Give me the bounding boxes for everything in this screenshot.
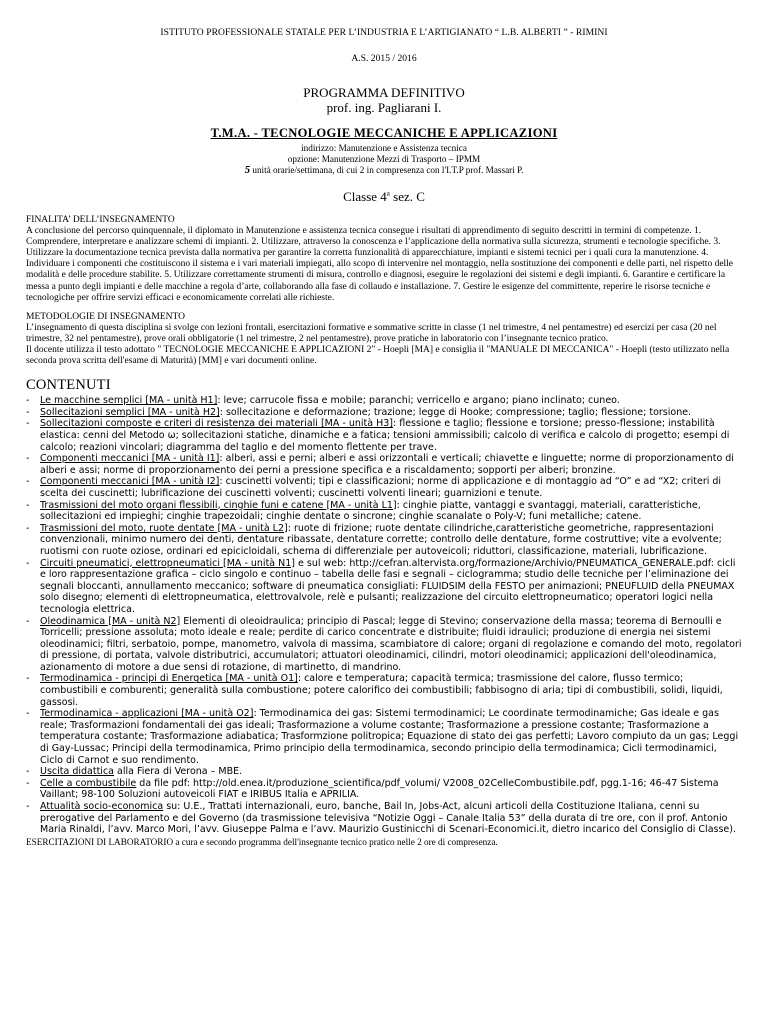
item-heading: Trasmissioni del moto, ruote dentate [MA - unità L2]	[40, 522, 288, 534]
item-heading: Componenti meccanici [MA - unità I1]	[40, 453, 220, 465]
subject-title: T.M.A. - TECNOLOGIE MECCANICHE E APPLICAZIONI	[210, 126, 558, 140]
bullet-dash: -	[26, 418, 30, 430]
item-heading: Le macchine semplici [MA - unità H1]	[40, 395, 218, 407]
list-item	[26, 523, 742, 558]
institute-header: ISTITUTO PROFESSIONALE STATALE PER L’INDUSTRIA E L’ARTIGIANATO “ L.B. ALBERTI ” - RIMINI	[160, 27, 608, 38]
item-text: alla Fiera di Verona – MBE.	[114, 766, 243, 778]
address-line: indirizzo: Manutenzione e Assistenza tecnica	[301, 143, 467, 153]
hours-line	[26, 165, 742, 176]
metodologie-title: METODOLOGIE DI INSEGNAMENTO	[26, 311, 186, 322]
item-text: su: U.E., Trattati internazionali, euro, banche, Bail In, Jobs-Act, alcuni articoli della Costituzione Italiana, cenni su prerogative del Parlamento e del Governo (da trasmissione televisiva “Notizie Oggi – Canale Italia 53” della durata di tre ore, con il prof. Antonio Maria Rinaldi, l’avv. Marco Mori, l’avv. Giuseppe Palma e l’avv. Maurizio Gustinicchi di Scenari-Economici.it, dietro incarico del Consiglio di Classe).	[40, 801, 736, 836]
school-year: A.S. 2015 / 2016	[351, 53, 417, 64]
list-item	[26, 500, 742, 523]
item-text: Elementi di oleoidraulica; principio di Pascal; legge di Stevino; conservazione della massa; teorema di Bernoulli e Torricelli; pressione assoluta; moto ideale e reale; perdite di carico concentrate e distribuite; fluidi idraulici; produzione di energia nei sistemi oleodinamici; filtri, serbatoio, pompe, manometro, valvola di massima, scambiatore di calore; organi di regolazione e comando del moto, regolatori di pressione, di portata, valvole distributrici, accumulatori; attuatori oleodinamici, cilindri, motori oleodinamici; applicazioni dell'oleodinamica, azionamento di motore a due sensi di rotazione, di martinetto, di mandrino.	[40, 615, 742, 673]
item-heading: Circuiti pneumatici, elettropneumatici [MA - unità N1]	[40, 557, 295, 569]
list-item	[26, 395, 742, 407]
bullet-dash: -	[26, 673, 30, 685]
item-text: : alberi, assi e perni; alberi e assi orizzontali e verticali; chiavette e linguette; norme di proporzionamento di alberi e assi; norme di proporzionamento dei perni a pressione specifica e a riscaldamento; sopporti per alberi; bronzine.	[40, 453, 734, 476]
class-prefix: Classe 4	[343, 189, 387, 204]
bullet-dash: -	[26, 615, 30, 627]
contenuti-title: CONTENUTI	[26, 377, 111, 394]
class-label	[26, 189, 742, 205]
list-item	[26, 418, 742, 453]
item-text: : Termodinamica dei gas: Sistemi termodinamici; Le coordinate termodinamiche; Gas ideale e gas reale; Trasformazioni fondamentali dei gas ideali; Trasformazione a volume costante; Trasformazione a pressione costante; Trasformazione a temperatura costante; Trasformazione adiabatica; Trasformzione politropica; Equazione di stato dei gas perfetti; Lavoro compiuto da un gas; Leggi di Gay-Lussac; Principi della termodinamica, Primo principio della termodinamica, secondo principio della termodinamica; Cicli termodinamici, Ciclo di Carnot e suo rendimento.	[40, 708, 739, 766]
finalita-section	[26, 215, 742, 304]
metodologie-text-1: L’insegnamento di questa disciplina si svolge con lezioni frontali, esercitazioni formative e sommative scritte in classe (1 nel trimestre, 4 nel pentamestre) ed esercizi per casa (20 nel trimestre, 32 nel pentamestre), prove orali obbligatorie (1 nel trimestre, 2 nel pentamestre), prove pratiche in laboratorio con l’insegnante tecnico pratico.	[26, 322, 717, 344]
item-heading: Oleodinamica [MA - unità N2]	[40, 615, 181, 627]
item-heading: Uscita didattica	[40, 766, 114, 778]
item-heading: Sollecitazioni composte e criteri di resistenza dei materiali [MA - unità H3]	[40, 418, 393, 430]
subject-details	[26, 143, 742, 176]
program-label: PROGRAMMA DEFINITIVO	[303, 85, 465, 100]
metodologie-section	[26, 312, 742, 367]
list-item	[26, 407, 742, 419]
bullet-dash: -	[26, 522, 30, 534]
finalita-title: FINALITA’ DELL’INSEGNAMENTO	[26, 215, 175, 225]
bullet-dash: -	[26, 406, 30, 418]
item-heading: Componenti meccanici [MA - unità I2]	[40, 476, 220, 488]
metodologie-text-2: Il docente utilizza il testo adottato " TECNOLOGIE MECCANICHE E APPLICAZIONI 2" - Hoepli [MA] e consiglia il "MANUALE DI MECCANICA" - Hoepli (testo utilizzato nella seconda prova scritta dell'esame di Maturità) [MM] e vari documenti online.	[26, 345, 730, 367]
item-text: da file pdf: http://old.enea.it/produzione_scientifica/pdf_volumi/ V2008_02CelleCombustibile.pdf, pgg.1-16; 46-47 Sistema Vaillant; 98-100 Soluzioni autoveicoli FIAT e IRIBUS Italia e APRILIA.	[40, 777, 719, 801]
item-text: : flessione e taglio; flessione e torsione; presso-flessione; instabilità elastica: cenni del Metodo ω; sollecitazioni statiche, dinamiche e a fatica; tensioni ammissibili; calcolo di verifica e calcolo di progetto; esempi di calcolo; reazioni vincolari; diagramma del taglio e del momento flettente per trave.	[40, 418, 730, 453]
item-text: : sollecitazione e deformazione; trazione; legge di Hooke; compressione; taglio; flessione; torsione.	[219, 406, 692, 418]
item-heading: Termodinamica - applicazioni [MA - unità O2]	[40, 708, 254, 720]
bullet-dash: -	[26, 499, 30, 511]
bullet-dash: -	[26, 766, 30, 778]
hours-text: unità orarie/settimana, di cui 2 in compresenza con l'I.T.P prof. Massari P.	[250, 165, 524, 175]
list-item	[26, 616, 742, 674]
item-heading: Termodinamica - principi di Energetica [MA - unità O1]	[40, 673, 298, 685]
class-section: sez. C	[389, 189, 425, 204]
bullet-dash: -	[26, 777, 30, 789]
item-text: : calore e temperatura; capacità termica; trasmissione del calore, flusso termico; combustibili e comburenti; generalità sulla combustione; potere calorifico dei combustibili; fabbisogno di aria; tipi di combustibili, solidi, liquidi, gassosi.	[40, 673, 723, 708]
list-item	[26, 673, 742, 708]
list-item	[26, 558, 742, 616]
list-item	[26, 778, 742, 801]
program-title	[26, 85, 742, 115]
item-text: : leve; carrucole fissa e mobile; paranchi; verricello e argano; piano inclinato; cuneo.	[217, 395, 620, 407]
item-heading: Attualità socio-economica	[40, 801, 164, 812]
item-heading: Trasmissioni del moto organi flessibili, cinghie funi e catene [MA - unità L1]	[40, 499, 397, 511]
teacher-name: prof. ing. Pagliarani I.	[326, 100, 442, 115]
item-text: : ruote di frizione; ruote dentate cilindriche,caratteristiche geometriche, rappresentazioni convenzionali, minimo numero dei denti, dentature ribassate, dentature corrette; controllo delle dentature, forme costruttive; vite a evolvente; ruotismi con ruote oziose, ordinari ed epicicloidali, schema di differenziale per autoveicoli; riduttori, classificazione, materiali, lubrificazione.	[40, 522, 722, 557]
bullet-dash: -	[26, 708, 30, 720]
document-page	[0, 27, 768, 1021]
bullet-dash: -	[26, 453, 30, 465]
hours-number: 5	[244, 164, 251, 176]
item-heading: Celle a combustibile	[40, 777, 137, 789]
list-item	[26, 801, 742, 836]
item-text: : cinghie piatte, vantaggi e svantaggi, materiali, caratteristiche, sollecitazioni ed impieghi; cinghie trapezoidali; cinghie dentate o sincrone; cinghie scanalate o Poly-V; funi metalliche; catene.	[40, 499, 701, 523]
finalita-text: A conclusione del percorso quinquennale, il diplomato in Manutenzione e assistenza tecnica consegue i risultati di apprendimento di seguito descritti in termini di competenze. 1. Comprendere, interpretare e analizzare schemi di impianti. 2. Utilizzare, attraverso la conoscenza e l’applicazione della normativa sulla sicurezza, strumenti e tecnologie specifiche. 3. Utilizzare la documentazione tecnica prevista dalla normativa per garantire la corretta funzionalità di apparecchiature, impianti e sistemi tecnici per i quali cura la manutenzione. 4. Individuare i componenti che costituiscono il sistema e i vari materiali impiegati, allo scopo di intervenire nel montaggio, nella sostituzione dei componenti e delle parti, nel rispetto delle modalità e delle procedure stabilite. 5. Utilizzare correttamente strumenti di misura, controllo e diagnosi, eseguire le regolazioni dei sistemi e degli impianti. 6. Garantire e certificare la messa a punto degli impianti e delle macchine a regola d’arte, collaborando alla fase di collaudo e installazione. 7. Gestire le esigenze del committente, reperire le risorse tecniche e tecnologiche per offrire servizi efficaci e economicamente correlati alle richieste.	[26, 226, 734, 303]
list-item	[26, 453, 742, 476]
class-superscript: a	[386, 189, 390, 198]
item-text: : cuscinetti volventi; tipi e classificazioni; norme di applicazione e di montaggio ad “O” e ad “X2; criteri di scelta dei cuscinetti; lubrificazione dei cuscinetti volventi; cuscinetti volventi lineari; guarnizioni e tenute.	[40, 476, 722, 499]
bullet-dash: -	[26, 395, 30, 407]
item-heading: Sollecitazioni semplici [MA - unità H2]	[40, 406, 220, 418]
option-line: opzione: Manutenzione Mezzi di Trasporto – IPMM	[287, 154, 481, 164]
list-item	[26, 766, 742, 778]
item-text: e sul web: http://cefran.altervista.org/formazione/Archivio/PNEUMATICA_GENERALE.pdf: cicli e loro rappresentazione grafica – ciclo singolo e continuo – tabella delle fasi e segnali – ciclogramma; studio delle tecniche per l’eliminazione dei segnali bloccanti, annullamento meccanico; software di pneumatica consigliati: FLUIDSIM della FESTO per animazioni; PNEUFLUID della PNEUMAX solo disegno; elementi di elettropneumatica, elettrovalvole, relè e pulsanti; realizzazione del circuito elettropneumatico; operatori logici nella tecnologia elettrica.	[40, 557, 736, 615]
contenuti-list	[26, 395, 742, 836]
bullet-dash: -	[26, 476, 30, 488]
bullet-dash: -	[26, 557, 30, 569]
list-item	[26, 476, 742, 499]
list-item	[26, 708, 742, 766]
bullet-dash: -	[26, 801, 30, 812]
lab-footer: ESERCITAZIONI DI LABORATORIO a cura e secondo programma dell'insegnante tecnico pratico nelle 2 ore di compresenza.	[26, 836, 498, 847]
